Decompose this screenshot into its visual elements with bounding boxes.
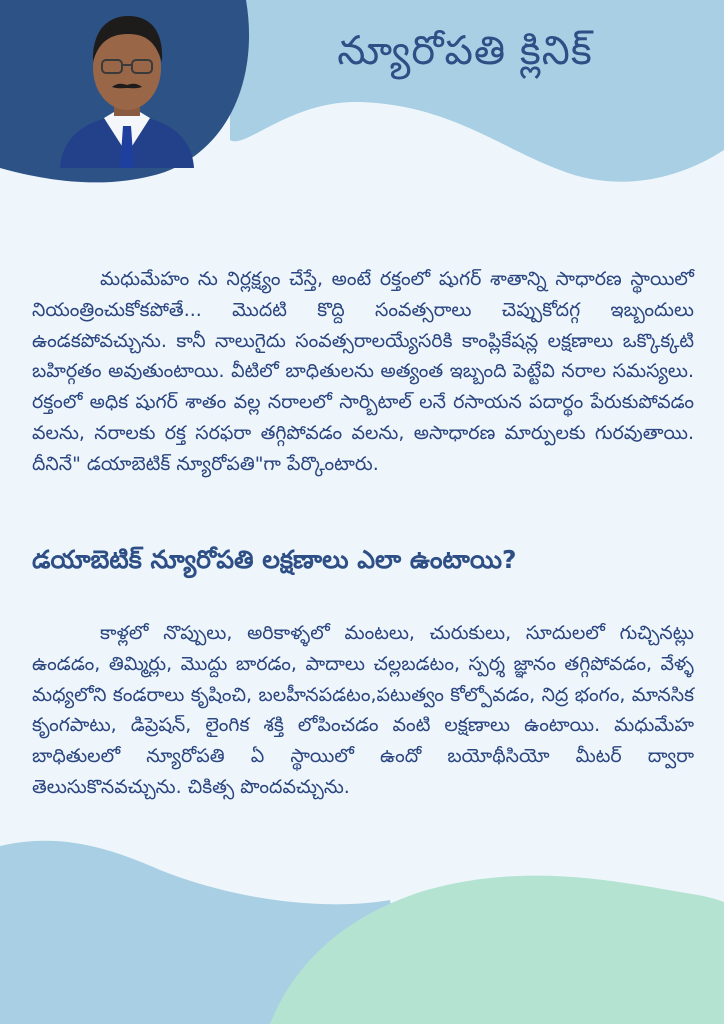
section-heading: డయాబెటిక్ న్యూరోపతి లక్షణాలు ఎలా ఉంటాయి? <box>32 545 517 574</box>
symptoms-paragraph: కాళ్లలో నొప్పులు, అరికాళ్ళలో మంటలు, చురుకులు, సూదులలో గుచ్చినట్లు ఉండడం, తిమ్మిర్లు, మొద్దు బారడం, పాదాలు చల్లబడటం, స్పర్శ జ్ఞానం తగ్గిపోవడం, వేళ్ళ మధ్యలోని కండరాలు కృషించి, బలహీనపడటం,పటుత్వం కోల్పోవడం, నిద్ర భంగం, మానసిక కృంగపాటు, డిప్రెషన్, లైంగిక శక్తి లోపించడం వంటి లక్షణాలు ఉంటాయి. మధుమేహ బాధితులలో న్యూరోపతి ఏ స్థాయిలో ఉందో బయోథీసియో మీటర్ ద్వారా తెలుసుకొనవచ్చును. చికిత్స పొందవచ్చును. <box>32 622 694 798</box>
doctor-portrait <box>52 4 202 168</box>
bottom-right-wave <box>270 876 724 1024</box>
intro-paragraph: మధుమేహం ను నిర్లక్ష్యం చేస్తే, అంటే రక్తంలో షుగర్ శాతాన్ని సాధారణ స్థాయిలో నియంత్రించుకోకపోతే... మొదటి కొద్ది సంవత్సరాలు చెప్పుకోదగ్గ ఇబ్బందులు ఉండకపోవచ్చును. కానీ నాలుగైదు సంవత్సరాలయ్యేసరికి కాంప్లికేషన్ల లక్షణాలు ఒక్కొక్కటి బహిర్గతం అవుతుంటాయి. వీటిలో బాధితులను అత్యంత ఇబ్బంది పెట్టేవి నరాల సమస్యలు. రక్తంలో అధిక షుగర్ శాతం వల్ల నరాలలో సార్బిటాల్ లనే రసాయన పదార్థం పేరుకుపోవడం వలను, నరాలకు రక్త సరఫరా తగ్గిపోవడం వలను, అసాధారణ మార్పులకు గురవుతాయి. దీనినే" డయాబెటిక్ న్యూరోపతి"గా పేర్కొంటారు. <box>32 268 694 475</box>
clinic-title: న్యూరోపతి క్లినిక్ <box>337 28 593 74</box>
